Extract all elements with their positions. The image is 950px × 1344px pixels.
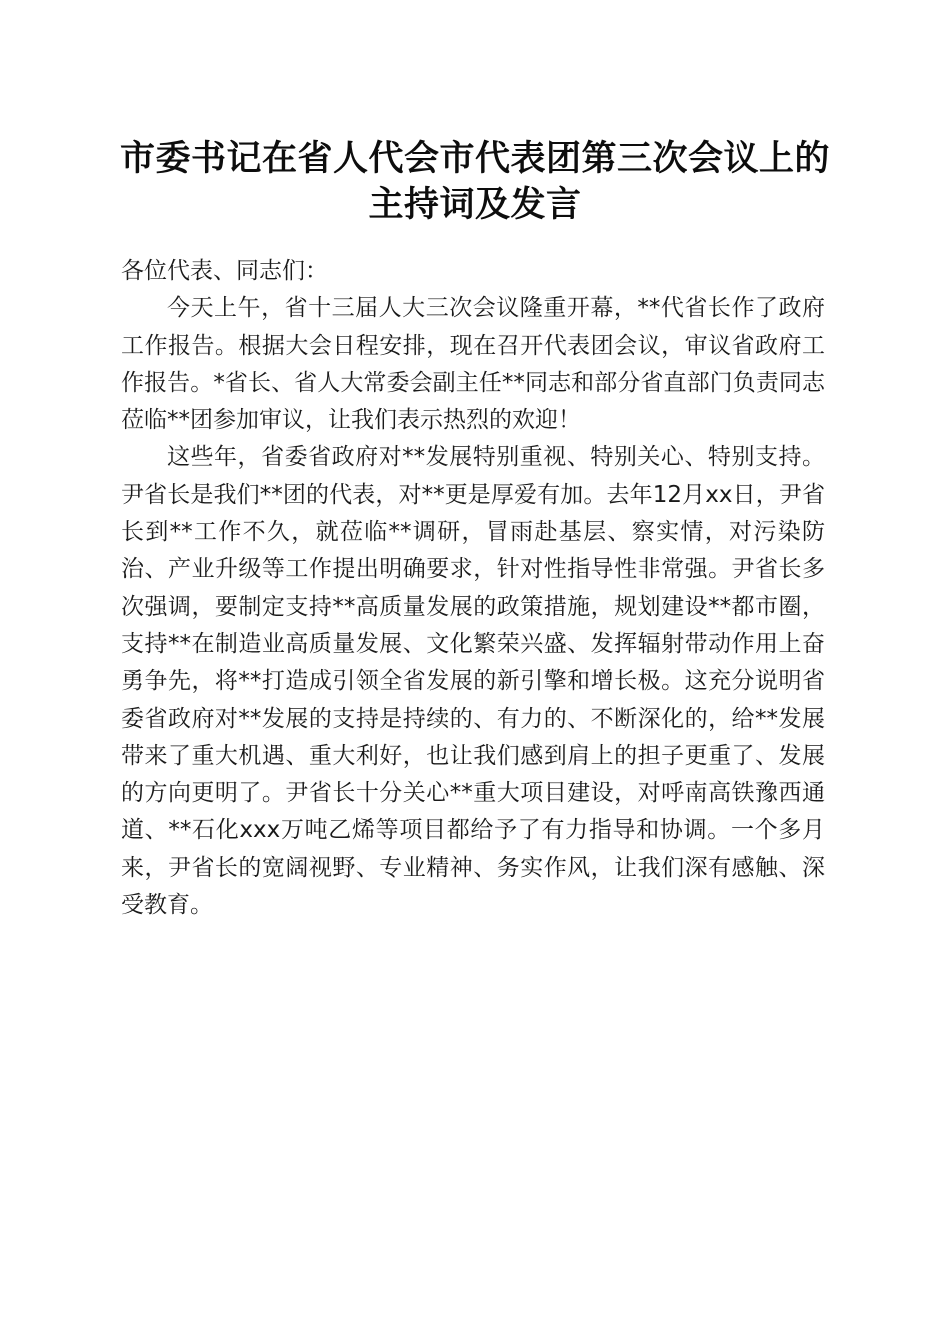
- paragraph-1: 今天上午，省十三届人大三次会议隆重开幕，**代省长作了政府工作报告。根据大会日程安排，现在召开代表团会议，审议省政府工作报告。*省长、省人大常委会副主任**同志和部分省直部门负责同志莅临**团参加审议，让我们表示热烈的欢迎！: [121, 295, 825, 434]
- title-line-1: 市委书记在省人代会市代表团第三次会议上的: [119, 138, 830, 179]
- salutation: 各位代表、同志们：: [121, 258, 328, 284]
- paragraph-2: 这些年，省委省政府对**发展特别重视、特别关心、特别支持。尹省长是我们**团的代表，对**更是厚爱有加。去年12月xx日，尹省长到**工作不久，就莅临**调研，冒雨赴基层、察实情，对污染防治、产业升级等工作提出明确要求，针对性指导性非常强。尹省长多次强调，要制定支持**高质量发展的政策措施，规划建设**都市圈，支持**在制造业高质量发展、文化繁荣兴盛、发挥辐射带动作用上奋勇争先，将**打造成引领全省发展的新引擎和增长极。这充分说明省委省政府对**发展的支持是持续的、有力的、不断深化的，给**发展带来了重大机遇、重大利好，也让我们感到肩上的担子更重了、发展的方向更明了。尹省长十分关心**重大项目建设，对呼南高铁豫西通道、**石化xxx万吨乙烯等项目都给予了有力指导和协调。一个多月来，尹省长的宽阔视野、专业精神、务实作风，让我们深有感触、深受教育。: [121, 444, 825, 919]
- document-body: [121, 253, 825, 924]
- document-title: [100, 136, 850, 228]
- title-line-2: 主持词及发言: [368, 184, 582, 225]
